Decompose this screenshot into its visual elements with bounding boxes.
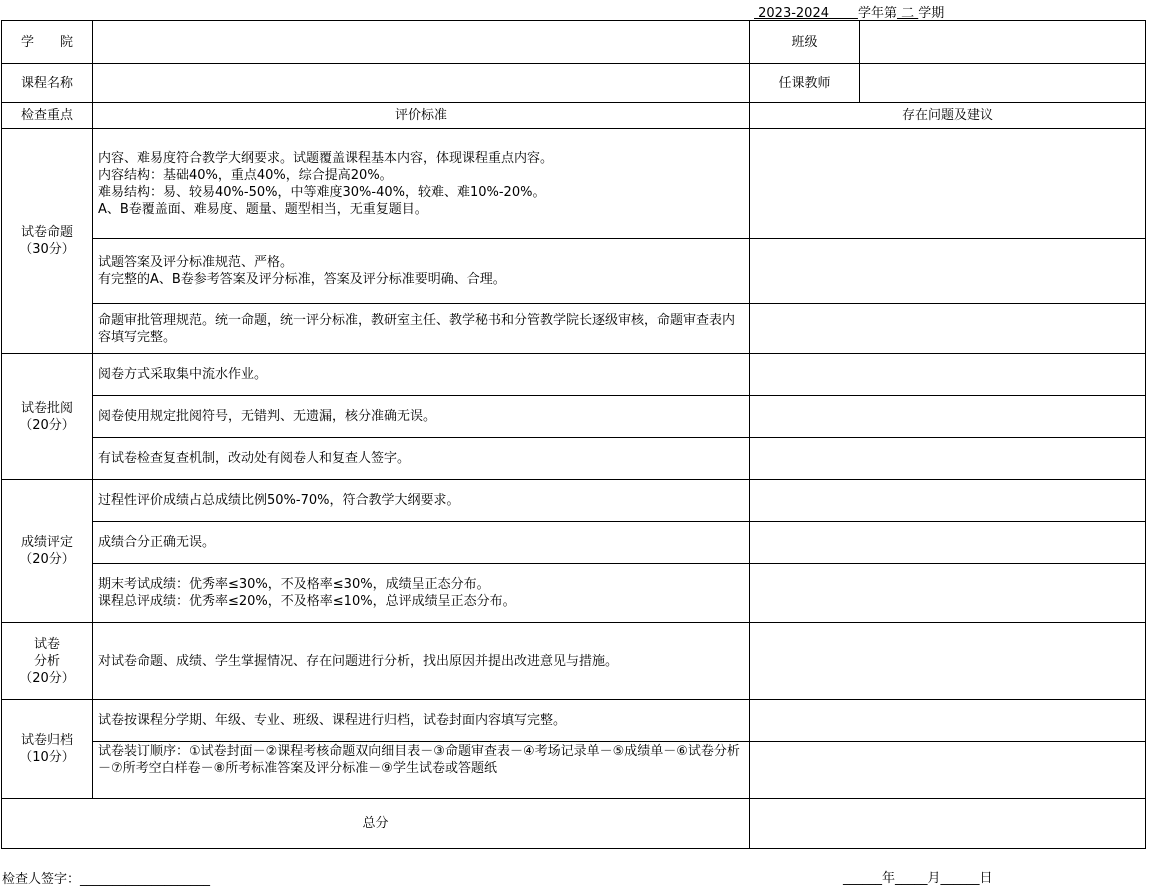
criteria-cell [93, 239, 750, 304]
section-focus [2, 129, 93, 354]
issues-cell[interactable] [750, 438, 1146, 480]
section-name: 成绩评定 [20, 535, 73, 550]
criteria-line: 有完整的A、B卷参考答案及评分标准，答案及评分标准要明确、合理。 [98, 272, 506, 287]
issues-cell[interactable] [750, 522, 1146, 564]
section-name: 试卷 [33, 636, 60, 652]
issues-cell[interactable] [750, 304, 1146, 354]
teacher-label: 任课教师 [750, 64, 860, 103]
criteria-line: 内容、难易度符合教学大纲要求。试题覆盖课程基本内容，体现课程重点内容。 [98, 150, 554, 166]
class-value[interactable] [860, 21, 1146, 64]
criteria-line: 课程总评成绩：优秀率≤20%，不及格率≤10%，总评成绩呈正态分布。 [98, 594, 516, 609]
issues-cell[interactable] [750, 396, 1146, 438]
signature-date[interactable]: ______年_____月______日 [843, 871, 993, 886]
semester-number: 二 [896, 6, 919, 21]
issues-cell[interactable] [750, 354, 1146, 396]
course-name-label: 课程名称 [2, 64, 93, 103]
criteria-cell: 试卷按课程分学期、年级、专业、班级、课程进行归档，试卷封面内容填写完整。 [93, 700, 750, 742]
criteria-cell: 阅卷使用规定批阅符号，无错判、无遗漏，核分准确无误。 [93, 396, 750, 438]
term-line [754, 2, 944, 21]
issues-cell[interactable] [750, 623, 1146, 700]
criteria-cell: 阅卷方式采取集中流水作业。 [93, 354, 750, 396]
section-score: （20分） [19, 417, 75, 433]
total-value[interactable] [750, 799, 1146, 849]
criteria-cell [93, 129, 750, 239]
criteria-cell [93, 564, 750, 623]
issues-cell[interactable] [750, 564, 1146, 623]
academic-year: 2023-2024 [754, 6, 829, 21]
criteria-line: 难易结构：易、较易40%-50%，中等难度30%-40%，较难、难10%-20%。 [98, 184, 546, 200]
criteria-cell: 成绩合分正确无误。 [93, 522, 750, 564]
issues-cell[interactable] [750, 742, 1146, 799]
criteria-cell: 试卷装订顺序：①试卷封面－②课程考核命题双向细目表－③命题审查表－④考场记录单－⑤成绩单－⑥试卷分析－⑦所考空白样卷－⑧所考标准答案及评分标准－⑨学生试卷或答题纸 [93, 742, 750, 799]
term-label-end: 学期 [918, 6, 945, 21]
col-header-criteria: 评价标准 [93, 103, 750, 129]
college-label: 学 院 [2, 21, 93, 64]
issues-cell[interactable] [750, 129, 1146, 239]
section-score: （10分） [19, 750, 75, 765]
section-focus [2, 700, 93, 799]
criteria-cell: 有试卷检查复查机制，改动处有阅卷人和复查人签字。 [93, 438, 750, 480]
issues-cell[interactable] [750, 239, 1146, 304]
criteria-line: A、B卷覆盖面、难易度、题量、题型相当，无重复题目。 [98, 201, 428, 217]
criteria-line: 命题审批管理规范。统一命题，统一评分标准，教研室主任、教学秘书和分管教学院长逐级审核，命题审查表内容填写完整。 [98, 312, 736, 345]
criteria-line: 试题答案及评分标准规范、严格。 [98, 255, 294, 270]
academic-year-blank [829, 6, 858, 21]
class-label: 班级 [750, 21, 860, 64]
issues-cell[interactable] [750, 700, 1146, 742]
inspector-label: 检查人签字： [2, 872, 81, 887]
criteria-cell: 对试卷命题、成绩、学生掌握情况、存在问题进行分析，找出原因并提出改进意见与措施。 [93, 623, 750, 700]
col-header-issues: 存在问题及建议 [750, 103, 1146, 129]
section-name: 试卷批阅 [20, 400, 73, 416]
criteria-line: 期末考试成绩：优秀率≤30%，不及格率≤30%，成绩呈正态分布。 [98, 577, 490, 592]
col-header-focus: 检查重点 [2, 103, 93, 129]
criteria-cell [93, 304, 750, 354]
criteria-line: 内容结构：基础40%，重点40%，综合提高20%。 [98, 167, 393, 183]
criteria-cell: 过程性评价成绩占总成绩比例50%-70%，符合教学大纲要求。 [93, 480, 750, 522]
term-label-mid: 学年第 [857, 6, 897, 21]
course-name-value[interactable] [93, 64, 750, 103]
section-focus [2, 354, 93, 480]
section-score: （20分） [19, 670, 75, 686]
issues-cell[interactable] [750, 480, 1146, 522]
section-focus [2, 623, 93, 700]
inspector-signature-line[interactable]: ____________________ [80, 872, 211, 887]
total-label: 总分 [2, 799, 750, 849]
section-name: 试卷命题 [20, 225, 73, 240]
section-name: 分析 [33, 653, 60, 669]
section-score: （20分） [19, 552, 75, 567]
inspector-signature [2, 868, 210, 887]
teacher-value[interactable] [860, 64, 1146, 103]
section-score: （30分） [19, 242, 75, 257]
exam-inspection-table [1, 20, 1146, 849]
section-focus [2, 480, 93, 623]
college-value[interactable] [93, 21, 750, 64]
section-name: 试卷归档 [20, 733, 73, 748]
